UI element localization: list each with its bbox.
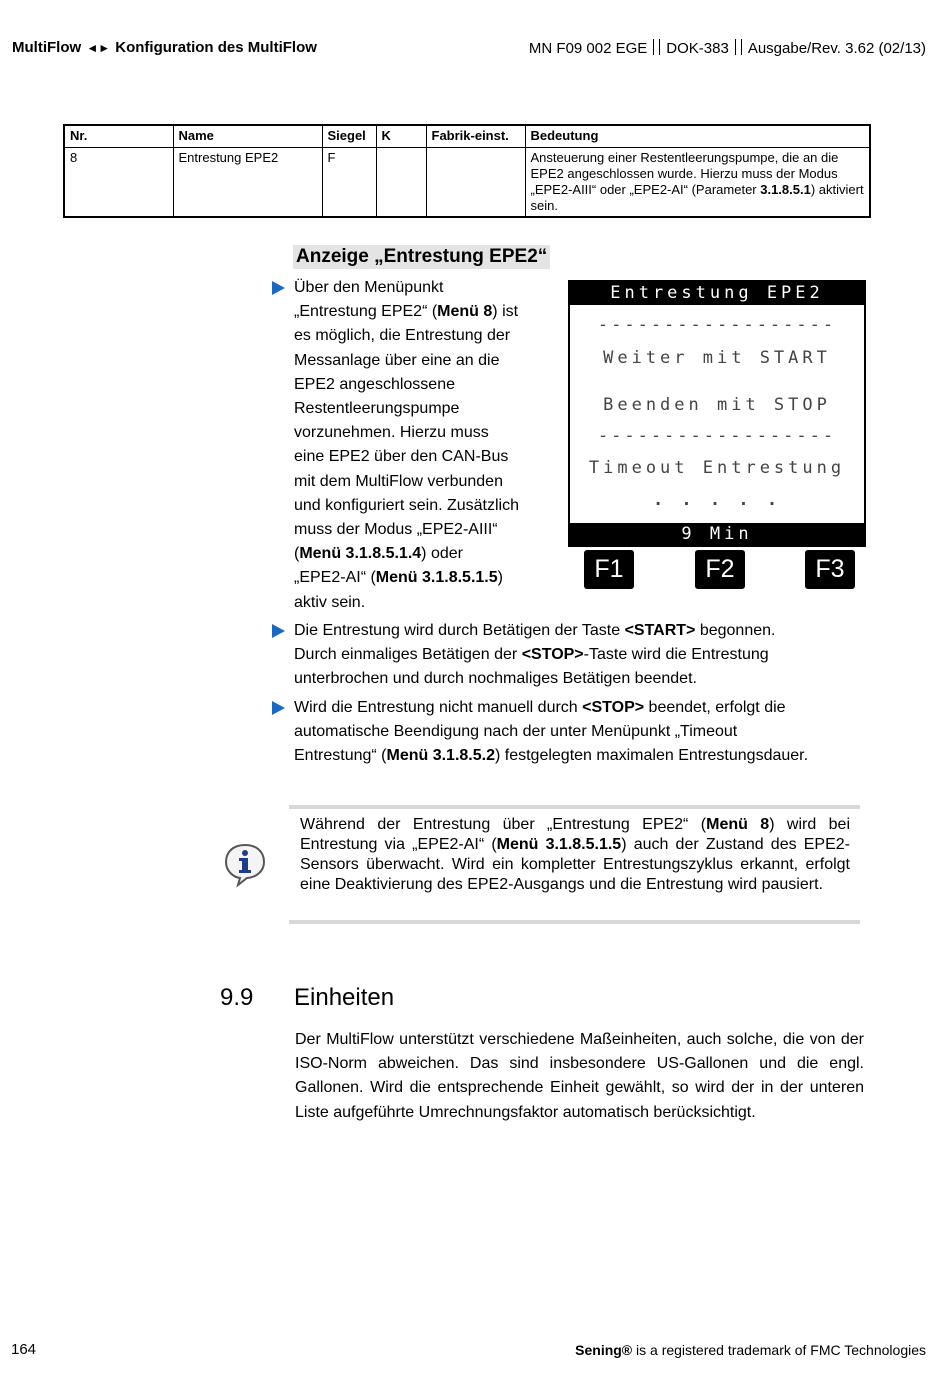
revision: Ausgabe/Rev. 3.62 (02/13): [747, 40, 926, 57]
chapter-number: 9.9: [220, 984, 254, 1011]
cell-fabrik: [426, 148, 525, 218]
text-line: vorzunehmen. Hierzu muss: [294, 424, 489, 442]
separator-icon: [735, 39, 742, 55]
col-header-fabrik: Fabrik-einst.: [426, 125, 525, 148]
bedeutung-text-end: ) aktiviert sein.: [530, 182, 864, 213]
cell-nr: 8: [64, 148, 173, 218]
f1-key[interactable]: F1: [584, 550, 634, 589]
text-line: eine EPE2 über den CAN-Bus: [294, 448, 509, 466]
display-dots: . . . . .: [652, 490, 782, 510]
text-line: Entrestung“ (Menü 3.1.8.5.2) festgelegten maximalen Entrestungsdauer.: [294, 747, 809, 765]
col-header-siegel: Siegel: [322, 125, 376, 148]
header-doc-info: [529, 39, 926, 57]
chapter-title: Einheiten: [294, 984, 395, 1011]
text-line: unterbrochen und durch nochmaliges Betätigen beendet.: [294, 670, 697, 688]
text-line: Wird die Entrestung nicht manuell durch <STOP> beendet, erfolgt die: [294, 699, 786, 716]
text-line: und konfiguriert sein. Zusätzlich: [294, 496, 519, 514]
bedeutung-text: Ansteuerung einer Restentleerungspumpe, die an die EPE2 angeschlossen wurde. Hierzu muss der Modus „EPE2-AIII“ oder „EPE2-AI“ (Parameter: [530, 150, 839, 197]
bullet-arrow-icon: [272, 624, 285, 638]
chapter-name: Konfiguration des MultiFlow: [115, 39, 317, 56]
bullet3-text: [294, 696, 864, 769]
text-line: „Entrestung EPE2“ (Menü 8) ist: [294, 303, 519, 321]
text-line: muss der Modus „EPE2-AIII“: [294, 521, 498, 539]
display-divider: ------------------: [597, 315, 837, 335]
text-line: Durch einmaliges Betätigen der <STOP>-Taste wird die Entrestung: [294, 646, 769, 664]
text-line: aktiv sein.: [294, 593, 366, 611]
cell-bedeutung: [525, 148, 870, 218]
device-display: [568, 280, 866, 547]
header-title: [12, 39, 317, 56]
display-title: Entrestung EPE2: [570, 282, 864, 305]
table-header-row: [64, 125, 870, 148]
bullet-arrow-icon: [272, 281, 285, 295]
text-line: EPE2 angeschlossene: [294, 375, 455, 393]
text-line: automatische Beendigung nach der unter Menüpunkt „Timeout: [294, 723, 738, 741]
table-row: [64, 148, 870, 218]
text-line: mit dem MultiFlow verbunden: [294, 472, 503, 490]
cell-name: Entrestung EPE2: [173, 148, 322, 218]
info-note-text: Während der Entrestung über „Entrestung EPE2“ (Menü 8) wird bei Entrestung via „EPE2-AI“ (Menü 3.1.8.5.1.5) auch der Zustand des EPE2-Sensors überwacht. Wird ein kompletter Entrestungszyklus erkannt, erfolgt eine Deaktivierung des EPE2-Ausgangs und die Entrestung wird pausiert.: [300, 816, 851, 893]
col-header-bedeutung: Bedeutung: [525, 125, 870, 148]
f2-key[interactable]: F2: [695, 550, 745, 589]
text-line: Über den Menüpunkt: [294, 279, 444, 296]
display-status: 9 Min: [570, 523, 864, 545]
col-header-name: Name: [173, 125, 322, 148]
separator-icon: [653, 39, 660, 55]
info-icon: [222, 842, 268, 888]
display-line-start: Weiter mit START: [603, 348, 831, 368]
col-header-nr: Nr.: [64, 125, 173, 148]
text-line: „EPE2-AI“ (Menü 3.1.8.5.1.5): [294, 569, 503, 587]
display-divider: ------------------: [597, 426, 837, 446]
doc-id: MN F09 002 EGE: [528, 40, 648, 57]
text-line: es möglich, die Entrestung der: [294, 327, 511, 345]
display-line-stop: Beenden mit STOP: [603, 395, 831, 415]
chapter-body: Der MultiFlow unterstützt verschiedene Maßeinheiten, auch solche, die von der ISO-Norm abweichen. Das sind insbesondere US-Gallonen und die engl. Gallonen. Wird die entsprechende Einheit gewählt, so wird der in der unteren Liste aufgeführte Umrechnungsfaktor automatisch berücksichtigt.: [295, 1031, 864, 1121]
text-line: Messanlage über eine an die: [294, 351, 500, 369]
text-line: Die Entrestung wird durch Betätigen der Taste <START> begonnen.: [294, 622, 776, 639]
cell-k: [376, 148, 426, 218]
section-title: Anzeige „Entrestung EPE2“: [293, 245, 550, 269]
trademark-text: is a registered trademark of FMC Technologies: [632, 1342, 926, 1358]
bullet-arrow-icon: [272, 701, 285, 715]
dok-number: DOK-383: [666, 40, 729, 57]
page-number: 164: [11, 1341, 37, 1358]
cell-siegel: F: [322, 148, 376, 218]
col-header-k: K: [376, 125, 426, 148]
display-line-timeout: Timeout Entrestung: [588, 458, 846, 478]
parameter-table: [63, 124, 871, 218]
text-line: (Menü 3.1.8.5.1.4) oder: [294, 545, 463, 563]
text-line: Restentleerungspumpe: [294, 400, 460, 418]
product-name: MultiFlow: [12, 39, 82, 56]
bedeutung-param: 3.1.8.5.1: [760, 182, 811, 197]
footer-trademark: [575, 1342, 926, 1358]
f3-key[interactable]: F3: [805, 550, 855, 589]
brand-name: Sening®: [575, 1342, 633, 1358]
bullet1-text: [294, 276, 564, 615]
bullet2-text: [294, 619, 864, 692]
nav-arrows-icon: ◄►: [86, 41, 111, 55]
